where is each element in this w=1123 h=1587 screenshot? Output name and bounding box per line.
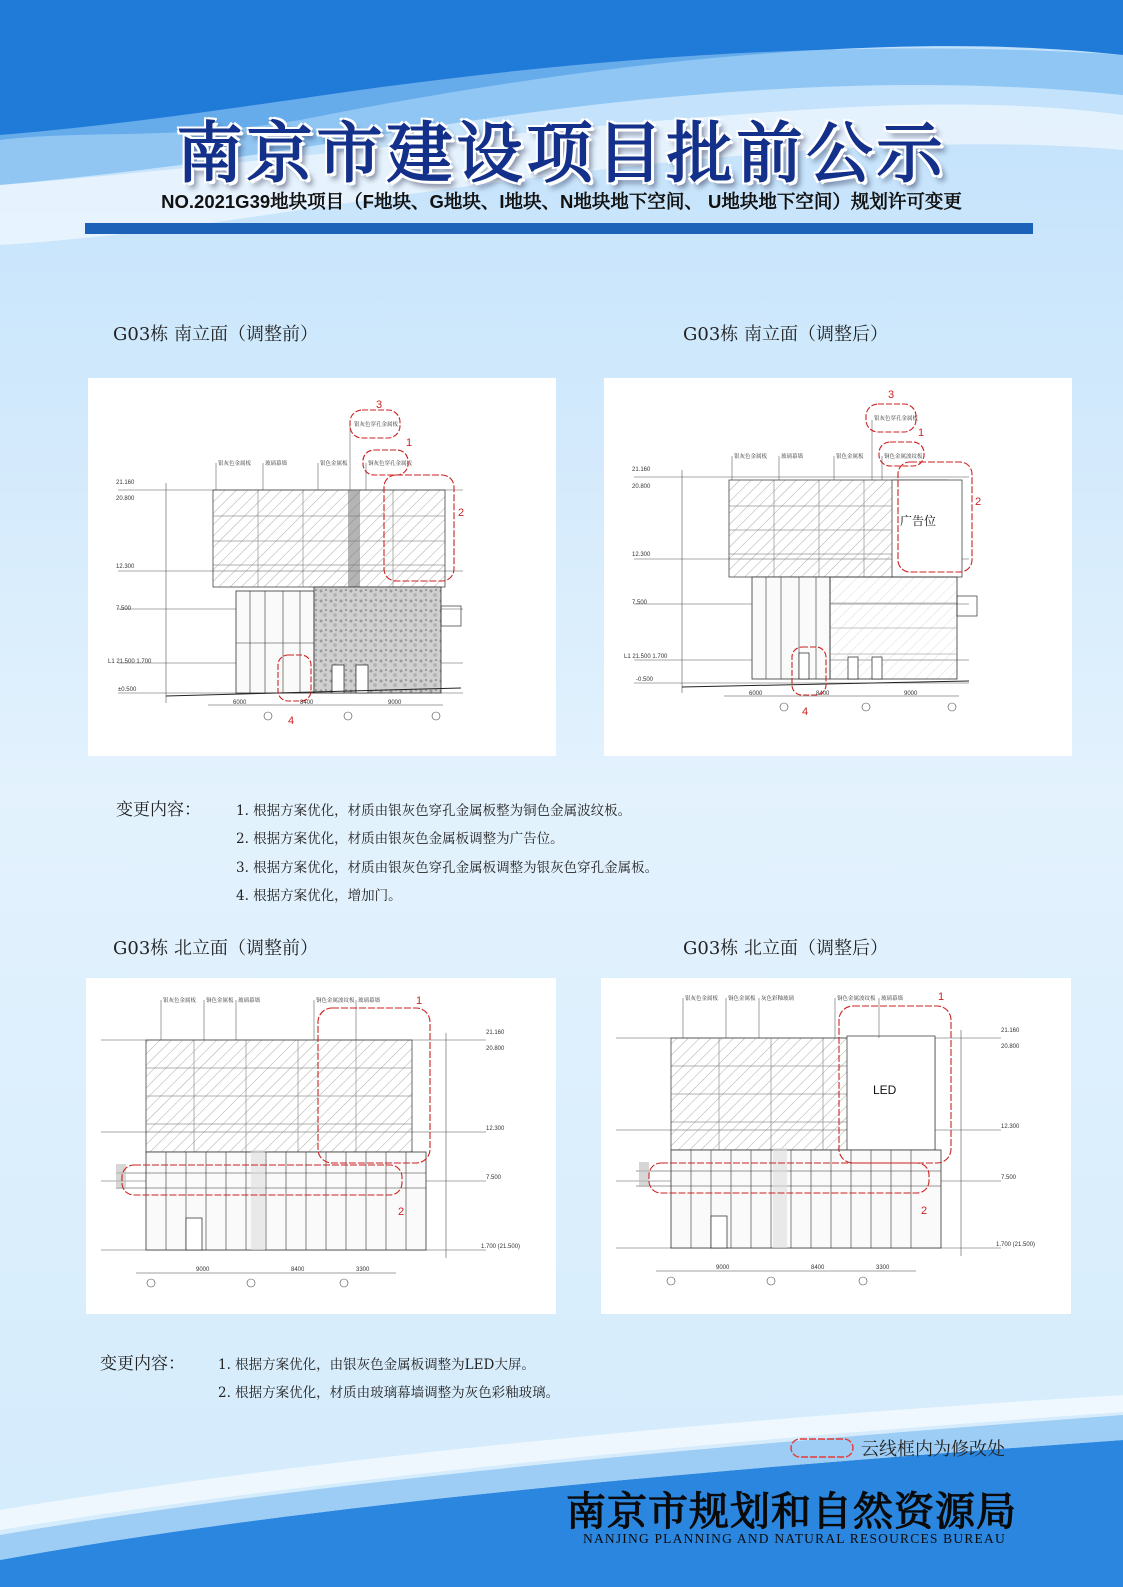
- svg-text:银色金属板: 银色金属板: [836, 454, 864, 460]
- title-rule: [85, 223, 1033, 234]
- svg-text:8400: 8400: [811, 1265, 825, 1271]
- svg-text:12.300: 12.300: [486, 1126, 505, 1132]
- svg-text:21.160: 21.160: [116, 480, 135, 486]
- svg-text:2: 2: [921, 1205, 928, 1217]
- svg-text:2: 2: [398, 1206, 405, 1218]
- svg-text:20.800: 20.800: [632, 484, 651, 490]
- svg-text:7.500: 7.500: [632, 600, 648, 606]
- bureau-name-cn: 南京市规划和自然资源局: [566, 1488, 1017, 1535]
- legend-text: 云线框内为修改处: [861, 1439, 1005, 1460]
- svg-text:9000: 9000: [196, 1267, 210, 1273]
- svg-text:9000: 9000: [388, 700, 402, 706]
- svg-text:±0.500: ±0.500: [118, 687, 137, 693]
- svg-text:1.700 (21.500): 1.700 (21.500): [996, 1242, 1036, 1248]
- south-note-1: 1. 根据方案优化，材质由银灰色穿孔金属板整为铜色金属波纹板。: [236, 803, 632, 819]
- svg-text:8400: 8400: [816, 691, 830, 697]
- drawing-south-after: [604, 378, 1072, 756]
- svg-text:1: 1: [918, 427, 925, 439]
- svg-text:玻璃幕墙: 玻璃幕墙: [358, 998, 381, 1004]
- svg-text:铜色金属波纹板: 铜色金属波纹板: [316, 998, 355, 1004]
- south-note-2: 2. 根据方案优化，材质由银灰色金属板调整为广告位。: [236, 831, 564, 847]
- svg-text:灰色彩釉玻璃: 灰色彩釉玻璃: [761, 996, 795, 1002]
- svg-text:银灰色穿孔金属板: 银灰色穿孔金属板: [354, 422, 399, 428]
- svg-text:6000: 6000: [233, 700, 247, 706]
- svg-text:3: 3: [888, 389, 895, 401]
- cloud-line-icon: [788, 1435, 858, 1461]
- svg-text:12.300: 12.300: [632, 552, 651, 558]
- svg-text:9000: 9000: [904, 691, 918, 697]
- svg-text:8400: 8400: [300, 700, 314, 706]
- svg-text:玻璃幕墙: 玻璃幕墙: [265, 461, 288, 467]
- svg-text:8400: 8400: [291, 1267, 305, 1273]
- svg-text:3300: 3300: [356, 1267, 370, 1273]
- north-note-1: 1. 根据方案优化，由银灰色金属板调整为LED大屏。: [218, 1357, 535, 1373]
- south-change-notes: [116, 795, 816, 905]
- svg-text:3300: 3300: [876, 1265, 890, 1271]
- svg-text:12.300: 12.300: [1001, 1124, 1020, 1130]
- south-note-3: 3. 根据方案优化，材质由银灰色穿孔金属板调整为银灰色穿孔金属板。: [236, 860, 659, 876]
- svg-text:12.300: 12.300: [116, 564, 135, 570]
- north-change-notes: [100, 1349, 800, 1409]
- svg-text:20.800: 20.800: [486, 1046, 505, 1052]
- drawing-south-before: [88, 378, 556, 756]
- svg-text:9000: 9000: [716, 1265, 730, 1271]
- svg-text:玻璃幕墙: 玻璃幕墙: [881, 996, 904, 1002]
- caption-south-after: G03栋 南立面（调整后）: [683, 324, 889, 345]
- south-notes-label: 变更内容：: [116, 800, 201, 820]
- svg-text:20.800: 20.800: [116, 496, 135, 502]
- svg-text:2: 2: [975, 496, 982, 508]
- svg-text:铜色金属波纹板: 铜色金属波纹板: [837, 996, 876, 1002]
- north-after-led-label: LED: [873, 1083, 897, 1097]
- svg-text:银色金属板: 银色金属板: [320, 461, 348, 467]
- north-notes-label: 变更内容：: [100, 1354, 185, 1374]
- legend: [788, 1435, 1068, 1461]
- svg-text:1.700 (21.500): 1.700 (21.500): [481, 1244, 521, 1250]
- project-subtitle: NO.2021G39地块项目（F地块、G地块、I地块、N地块地下空间、 U地块地下空间）规划许可变更: [161, 191, 962, 212]
- svg-text:银灰色金属板: 银灰色金属板: [163, 998, 197, 1004]
- svg-text:21.160: 21.160: [632, 467, 651, 473]
- svg-text:1: 1: [406, 437, 413, 449]
- caption-north-before: G03栋 北立面（调整前）: [113, 938, 319, 959]
- svg-text:7.500: 7.500: [116, 606, 132, 612]
- svg-text:3: 3: [376, 399, 383, 411]
- svg-text:21.160: 21.160: [486, 1030, 505, 1036]
- svg-text:2: 2: [458, 507, 465, 519]
- svg-text:21.160: 21.160: [1001, 1028, 1020, 1034]
- svg-text:4: 4: [288, 715, 295, 727]
- svg-text:银灰色穿孔金属板: 银灰色穿孔金属板: [874, 416, 919, 422]
- svg-text:铜灰色穿孔金属板: 铜灰色穿孔金属板: [368, 461, 413, 467]
- svg-text:铜色金属板: 铜色金属板: [728, 996, 756, 1002]
- svg-text:1: 1: [416, 995, 423, 1007]
- north-note-2: 2. 根据方案优化，材质由玻璃幕墙调整为灰色彩釉玻璃。: [218, 1385, 560, 1401]
- drawing-north-before: [86, 978, 556, 1314]
- svg-text:L1 21.500 1.700: L1 21.500 1.700: [108, 659, 152, 665]
- svg-text:L1 21.500 1.700: L1 21.500 1.700: [624, 654, 668, 660]
- svg-text:铜色金属波纹板: 铜色金属波纹板: [884, 454, 923, 460]
- bureau-name-en: NANJING PLANNING AND NATURAL RESOURCES BUREAU: [583, 1531, 1006, 1546]
- svg-text:4: 4: [802, 706, 809, 718]
- caption-north-after: G03栋 北立面（调整后）: [683, 938, 889, 959]
- drawing-north-after: [601, 978, 1071, 1314]
- svg-text:-0.500: -0.500: [636, 677, 654, 683]
- caption-south-before: G03栋 南立面（调整前）: [113, 324, 319, 345]
- svg-text:7.500: 7.500: [1001, 1175, 1017, 1181]
- svg-text:铜色金属板: 铜色金属板: [206, 998, 234, 1004]
- svg-text:20.800: 20.800: [1001, 1044, 1020, 1050]
- svg-text:玻璃幕墙: 玻璃幕墙: [238, 998, 261, 1004]
- svg-text:1: 1: [938, 991, 945, 1003]
- svg-text:玻璃幕墙: 玻璃幕墙: [781, 454, 804, 460]
- svg-text:银灰色金属板: 银灰色金属板: [734, 454, 768, 460]
- svg-text:7.500: 7.500: [486, 1175, 502, 1181]
- south-after-ad-label: 广告位: [900, 514, 937, 528]
- page-title: 南京市建设项目批前公示: [176, 114, 947, 192]
- svg-text:6000: 6000: [749, 691, 763, 697]
- south-note-4: 4. 根据方案优化，增加门。: [236, 888, 402, 904]
- svg-text:银灰色金属板: 银灰色金属板: [685, 996, 719, 1002]
- svg-text:银灰色金属板: 银灰色金属板: [218, 461, 252, 467]
